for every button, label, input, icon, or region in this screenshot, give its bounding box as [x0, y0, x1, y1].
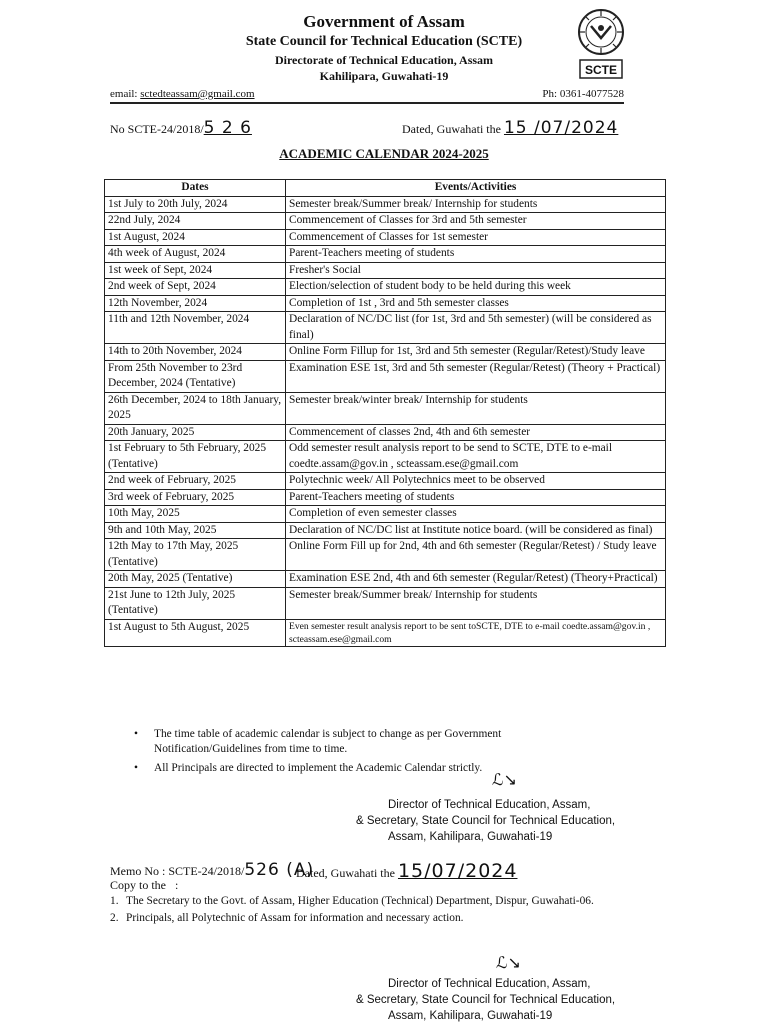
- date-cell: 1st July to 20th July, 2024: [105, 196, 286, 213]
- calendar-title: ACADEMIC CALENDAR 2024-2025: [279, 146, 489, 161]
- memo-number-label: Memo No : SCTE-24/2018/: [110, 864, 245, 878]
- table-row: [105, 229, 666, 246]
- signature-mark: ℒ↘: [492, 770, 517, 789]
- table-row: [105, 360, 666, 392]
- copy-item: [110, 911, 630, 925]
- reference-number: [110, 118, 252, 138]
- event-cell: Examination ESE 1st, 3rd and 5th semester (Regular/Retest) (Theory + Practical): [286, 360, 666, 392]
- date-cell: 1st week of Sept, 2024: [105, 262, 286, 279]
- notes-list: [130, 727, 600, 780]
- table-row: [105, 196, 666, 213]
- table-row: [105, 246, 666, 263]
- copy-to-label: Copy to the :: [110, 878, 179, 892]
- copy-item-text: The Secretary to the Govt. of Assam, Higher Education (Technical) Department, Dispur, Guwahati-06.: [126, 895, 594, 907]
- table-row: [105, 473, 666, 490]
- table-row: [105, 619, 666, 646]
- event-cell: Semester break/winter break/ Internship for students: [286, 392, 666, 424]
- date-cell: 20th May, 2025 (Tentative): [105, 571, 286, 588]
- header-address: Kahilipara, Guwahati-19: [319, 69, 449, 83]
- event-cell: Parent-Teachers meeting of students: [286, 246, 666, 263]
- signature-line-2: & Secretary, State Council for Technical Education,: [356, 994, 616, 1006]
- event-cell: Commencement of Classes for 3rd and 5th semester: [286, 213, 666, 230]
- event-cell: Even semester result analysis report to be sent toSCTE, DTE to e-mail coedte.assam@gov.in , scteassam.ese@gmail.com: [286, 619, 666, 646]
- event-cell: Completion of even semester classes: [286, 506, 666, 523]
- date-cell: 21st June to 12th July, 2025 (Tentative): [105, 587, 286, 619]
- memo-number-handwritten: 526 (A): [244, 860, 315, 880]
- header-title: Government of Assam: [303, 12, 465, 31]
- column-header-events: Events/Activities: [286, 180, 666, 197]
- date-cell: 22nd July, 2024: [105, 213, 286, 230]
- reference-date-label: Dated, Guwahati the: [402, 122, 501, 136]
- signature-line-2: & Secretary, State Council for Technical Education,: [356, 815, 616, 827]
- signature-mark: ℒ↘: [496, 953, 521, 972]
- reference-date-handwritten: 15 /07/2024: [503, 118, 619, 138]
- table-header-row: [105, 180, 666, 197]
- column-header-dates: Dates: [105, 180, 286, 197]
- header-directorate: Directorate of Technical Education, Assam: [274, 53, 494, 67]
- table-row: [105, 571, 666, 588]
- memo-number: [110, 860, 314, 880]
- date-cell: 14th to 20th November, 2024: [105, 344, 286, 361]
- reference-number-handwritten: 5 2 6: [203, 118, 252, 138]
- contact-row: [110, 88, 624, 104]
- date-cell: 4th week of August, 2024: [105, 246, 286, 263]
- signature-line-3: Assam, Kahilipara, Guwahati-19: [388, 1010, 553, 1022]
- academic-calendar-table: [104, 179, 666, 647]
- table-row: [105, 213, 666, 230]
- event-cell: Declaration of NC/DC list at Institute notice board. (will be considered as final): [286, 522, 666, 539]
- date-cell: 20th January, 2025: [105, 424, 286, 441]
- table-row: [105, 279, 666, 296]
- date-cell: 12th November, 2024: [105, 295, 286, 312]
- memo-date-handwritten: 15/07/2024: [397, 860, 518, 882]
- table-row: [105, 295, 666, 312]
- signature-line-1: Director of Technical Education, Assam,: [388, 799, 591, 811]
- phone-number: Ph: 0361-4077528: [542, 88, 624, 100]
- date-cell: 12th May to 17th May, 2025 (Tentative): [105, 539, 286, 571]
- date-cell: 11th and 12th November, 2024: [105, 312, 286, 344]
- table-body: [105, 196, 666, 646]
- table-row: [105, 489, 666, 506]
- table-row: [105, 262, 666, 279]
- email-label: email:: [110, 88, 138, 100]
- event-cell: Commencement of classes 2nd, 4th and 6th semester: [286, 424, 666, 441]
- event-cell: Fresher's Social: [286, 262, 666, 279]
- note-item: • The time table of academic calendar is subject to change as per Government Notification/Guidelines from time to time.: [130, 727, 600, 757]
- date-cell: 1st August to 5th August, 2025: [105, 619, 286, 646]
- scte-logo: [574, 8, 628, 82]
- event-cell: Commencement of Classes for 1st semester: [286, 229, 666, 246]
- memo-date-label: Dated, Guwahati the: [296, 866, 395, 880]
- event-cell: Semester break/Summer break/ Internship for students: [286, 587, 666, 619]
- event-cell: Completion of 1st , 3rd and 5th semester classes: [286, 295, 666, 312]
- reference-number-label: No SCTE-24/2018/: [110, 122, 204, 136]
- event-cell: Polytechnic week/ All Polytechnics meet to be observed: [286, 473, 666, 490]
- date-cell: 9th and 10th May, 2025: [105, 522, 286, 539]
- date-cell: 26th December, 2024 to 18th January, 2025: [105, 392, 286, 424]
- copy-item-number: 2.: [110, 912, 119, 924]
- copy-list: [110, 894, 630, 928]
- table-row: [105, 424, 666, 441]
- table-row: [105, 344, 666, 361]
- date-cell: 3rd week of February, 2025: [105, 489, 286, 506]
- table-row: [105, 539, 666, 571]
- date-cell: From 25th November to 23rd December, 2024 (Tentative): [105, 360, 286, 392]
- signature-line-3: Assam, Kahilipara, Guwahati-19: [388, 831, 553, 843]
- event-cell: Online Form Fillup for 1st, 3rd and 5th semester (Regular/Retest)/Study leave: [286, 344, 666, 361]
- email-link[interactable]: sctedteassam@gmail.com: [140, 88, 255, 100]
- date-cell: 10th May, 2025: [105, 506, 286, 523]
- date-cell: 2nd week of February, 2025: [105, 473, 286, 490]
- date-cell: 1st August, 2024: [105, 229, 286, 246]
- event-cell: Online Form Fill up for 2nd, 4th and 6th semester (Regular/Retest) / Study leave: [286, 539, 666, 571]
- table-row: [105, 506, 666, 523]
- copy-item-text: Principals, all Polytechnic of Assam for information and necessary action.: [126, 912, 464, 924]
- event-cell: Election/selection of student body to be held during this week: [286, 279, 666, 296]
- note-item: • All Principals are directed to implement the Academic Calendar strictly.: [130, 761, 600, 776]
- reference-date: [402, 118, 618, 138]
- event-cell: Declaration of NC/DC list (for 1st, 3rd and 5th semester) (will be considered as final): [286, 312, 666, 344]
- event-cell: Semester break/Summer break/ Internship for students: [286, 196, 666, 213]
- event-cell: Odd semester result analysis report to be send to SCTE, DTE to e-mail coedte.assam@gov.in , scteassam.ese@gmail.com: [286, 441, 666, 473]
- table-row: [105, 587, 666, 619]
- memo-date: [296, 860, 517, 882]
- event-cell: Parent-Teachers meeting of students: [286, 489, 666, 506]
- table-row: [105, 392, 666, 424]
- date-cell: 1st February to 5th February, 2025 (Tentative): [105, 441, 286, 473]
- table-row: [105, 441, 666, 473]
- header-org: State Council for Technical Education (SCTE): [245, 34, 523, 49]
- signature-line-1: Director of Technical Education, Assam,: [388, 978, 591, 990]
- copy-item: [110, 894, 630, 908]
- date-cell: 2nd week of Sept, 2024: [105, 279, 286, 296]
- copy-item-number: 1.: [110, 895, 119, 907]
- logo-text: SCTE: [584, 63, 618, 77]
- table-row: [105, 522, 666, 539]
- event-cell: Examination ESE 2nd, 4th and 6th semester (Regular/Retest) (Theory+Practical): [286, 571, 666, 588]
- table-row: [105, 312, 666, 344]
